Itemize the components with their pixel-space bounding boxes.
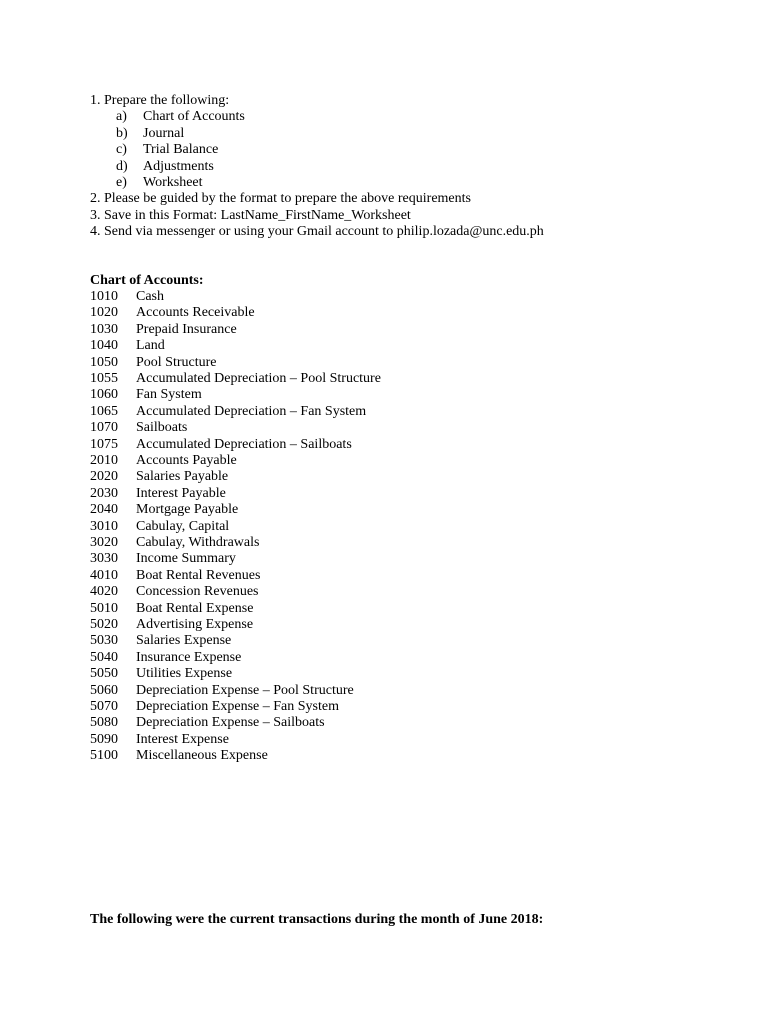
account-name: Accounts Receivable (136, 305, 255, 321)
account-code: 1065 (90, 403, 118, 419)
account-row (90, 732, 690, 748)
account-name: Boat Rental Expense (136, 600, 254, 616)
account-name: Depreciation Expense – Sailboats (136, 715, 325, 731)
account-name: Depreciation Expense – Fan System (136, 699, 339, 714)
requirement-item (0, 175, 400, 191)
account-code: 5070 (90, 699, 118, 714)
account-row (90, 617, 690, 633)
account-name: Mortgage Payable (136, 502, 239, 518)
account-name: Income Summary (136, 551, 236, 567)
account-name: Sailboats (136, 420, 188, 436)
account-name: Salaries Payable (136, 469, 229, 485)
requirement-label: Journal (143, 126, 185, 141)
requirement-label: Trial Balance (143, 142, 219, 157)
requirement-label: Chart of Accounts (143, 109, 245, 124)
account-row (90, 371, 690, 387)
account-name: Concession Revenues (136, 584, 259, 600)
account-row (90, 568, 690, 584)
transactions-heading: The following were the current transactions during the month of June 2018: (90, 912, 544, 927)
account-code: 5010 (90, 600, 118, 616)
instruction-item-2: 2. Please be guided by the format to prepare the above requirements (90, 191, 471, 206)
account-code: 3010 (90, 518, 118, 534)
account-name: Interest Payable (136, 485, 226, 501)
account-name: Miscellaneous Expense (136, 748, 268, 764)
chart-of-accounts-heading: Chart of Accounts: (90, 273, 204, 288)
account-code: 5030 (90, 633, 118, 649)
account-row (90, 633, 690, 649)
account-row (90, 469, 690, 485)
account-name: Boat Rental Revenues (136, 567, 261, 583)
account-row (90, 453, 690, 469)
account-code: 1075 (90, 436, 118, 452)
account-name: Prepaid Insurance (136, 321, 237, 337)
account-code: 1010 (90, 289, 118, 304)
account-code: 2020 (90, 469, 118, 485)
account-code: 1050 (90, 354, 118, 370)
account-code: 3030 (90, 551, 118, 567)
requirement-marker: b) (116, 126, 128, 141)
account-name: Pool Structure (136, 354, 217, 370)
account-code: 5080 (90, 715, 118, 731)
account-code: 1030 (90, 321, 118, 337)
account-row (90, 715, 690, 731)
account-code: 1020 (90, 305, 118, 321)
requirement-item (0, 126, 400, 142)
account-name: Depreciation Expense – Pool Structure (136, 682, 354, 698)
account-row (90, 551, 690, 567)
account-code: 5100 (90, 748, 118, 764)
account-row (90, 699, 690, 715)
account-row (90, 519, 690, 535)
account-row (90, 535, 690, 551)
requirement-marker: a) (116, 109, 127, 124)
account-code: 2030 (90, 485, 118, 501)
account-row (90, 289, 690, 305)
account-name: Accounts Payable (136, 453, 237, 468)
account-code: 5050 (90, 666, 118, 682)
account-code: 5090 (90, 731, 118, 747)
account-name: Utilities Expense (136, 666, 233, 682)
requirement-label: Adjustments (143, 159, 214, 174)
account-row (90, 338, 690, 354)
account-code: 5040 (90, 649, 118, 665)
account-name: Accumulated Depreciation – Fan System (136, 403, 367, 419)
account-name: Fan System (136, 387, 202, 403)
account-name: Advertising Expense (136, 617, 254, 632)
requirement-marker: c) (116, 142, 127, 157)
account-code: 1060 (90, 387, 118, 403)
account-row (90, 486, 690, 502)
requirement-item (0, 109, 400, 125)
account-code: 4010 (90, 567, 118, 583)
instruction-item-3: 3. Save in this Format: LastName_FirstName_Worksheet (90, 208, 411, 223)
account-row (90, 305, 690, 321)
account-row (90, 748, 690, 764)
requirement-marker: e) (116, 175, 127, 190)
account-row (90, 683, 690, 699)
account-code: 5060 (90, 682, 118, 698)
account-row (90, 502, 690, 518)
account-name: Cabulay, Capital (136, 518, 230, 534)
account-row (90, 584, 690, 600)
account-code: 1040 (90, 338, 118, 354)
account-row (90, 601, 690, 617)
account-code: 2010 (90, 453, 118, 468)
account-name: Land (136, 338, 165, 354)
instruction-item-1: 1. Prepare the following: (90, 93, 230, 108)
account-row (90, 666, 690, 682)
account-row (90, 437, 690, 453)
account-name: Accumulated Depreciation – Sailboats (136, 436, 352, 452)
account-row (90, 650, 690, 666)
account-name: Accumulated Depreciation – Pool Structure (136, 371, 381, 386)
requirement-label: Worksheet (143, 175, 203, 190)
account-code: 1070 (90, 420, 118, 436)
account-row (90, 404, 690, 420)
account-name: Interest Expense (136, 731, 229, 747)
account-row (90, 387, 690, 403)
account-row (90, 322, 690, 338)
account-row (90, 355, 690, 371)
requirement-marker: d) (116, 159, 128, 174)
account-code: 4020 (90, 584, 118, 600)
requirement-item (0, 142, 400, 158)
account-name: Insurance Expense (136, 649, 242, 665)
account-code: 1055 (90, 371, 118, 386)
account-code: 3020 (90, 535, 118, 550)
requirement-item (0, 159, 400, 175)
account-name: Cabulay, Withdrawals (136, 535, 260, 550)
account-code: 5020 (90, 617, 118, 632)
account-name: Cash (136, 289, 164, 304)
account-name: Salaries Expense (136, 633, 232, 649)
instruction-item-4: 4. Send via messenger or using your Gmail account to philip.lozada@unc.edu.ph (90, 224, 544, 239)
account-code: 2040 (90, 502, 118, 518)
account-row (90, 420, 690, 436)
